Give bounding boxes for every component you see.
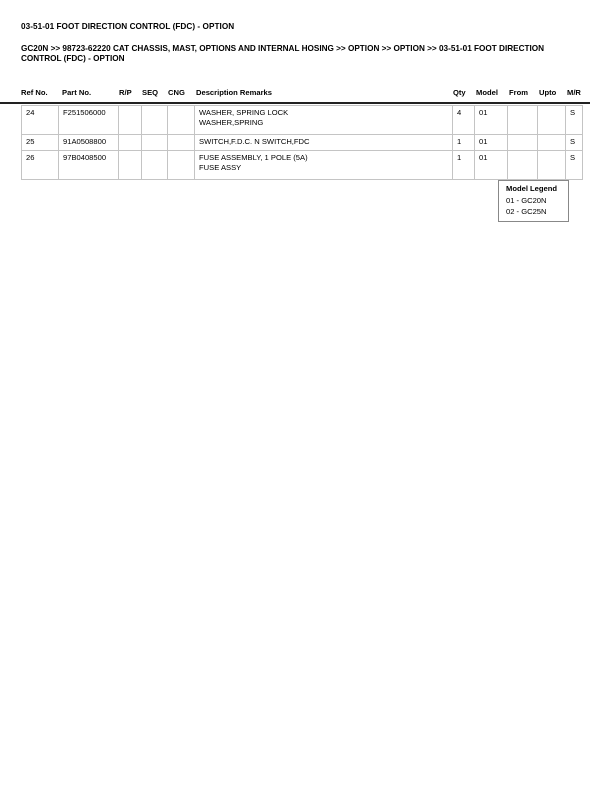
- description-cell: [195, 151, 453, 180]
- remark: WASHER,SPRING: [199, 118, 264, 127]
- header-qty: Qty: [453, 88, 466, 97]
- qty: 1: [453, 151, 475, 180]
- header-part-no: Part No.: [62, 88, 92, 97]
- mr: S: [566, 135, 583, 151]
- ref-no: 25: [22, 135, 59, 151]
- ref-no: 24: [22, 106, 59, 135]
- seq: [142, 151, 168, 180]
- header-seq: SEQ: [142, 88, 159, 97]
- qty: 1: [453, 135, 475, 151]
- header-upto: Upto: [539, 88, 557, 97]
- description-cell: [195, 106, 453, 135]
- page-title: 03-51-01 FOOT DIRECTION CONTROL (FDC) - OPTION: [21, 22, 235, 31]
- seq: [142, 135, 168, 151]
- ref-no: 26: [22, 151, 59, 180]
- qty: 4: [453, 106, 475, 135]
- description: FUSE ASSEMBLY, 1 POLE (5A): [199, 153, 308, 162]
- model-legend: [498, 180, 569, 222]
- legend-title: Model Legend: [506, 184, 558, 193]
- description-cell: [195, 135, 453, 151]
- mr: S: [566, 106, 583, 135]
- cng: [168, 135, 195, 151]
- seq: [142, 106, 168, 135]
- legend-item: 01 - GC20N: [506, 196, 547, 205]
- description: WASHER, SPRING LOCK: [199, 108, 289, 117]
- part-no: F251506000: [59, 106, 119, 135]
- part-no: 97B0408500: [59, 151, 119, 180]
- table-row[interactable]: [22, 151, 583, 180]
- breadcrumb: GC20N >> 98723-62220 CAT CHASSIS, MAST, OPTIONS AND INTERNAL HOSING >> OPTION >> OPTION >> 03-51-01 FOOT DIRECTION CONTROL (FDC) - OPTION: [21, 44, 545, 63]
- model: 01: [475, 106, 508, 135]
- header-mr: M/R: [567, 88, 581, 97]
- upto: [538, 106, 566, 135]
- model: 01: [475, 151, 508, 180]
- parts-table: [21, 105, 583, 180]
- from: [508, 106, 538, 135]
- from: [508, 151, 538, 180]
- upto: [538, 151, 566, 180]
- rp: [119, 135, 142, 151]
- table-header: [0, 88, 612, 102]
- header-model: Model: [476, 88, 498, 97]
- from: [508, 135, 538, 151]
- description: SWITCH,F.D.C. N SWITCH,FDC: [199, 137, 310, 146]
- upto: [538, 135, 566, 151]
- mr: S: [566, 151, 583, 180]
- table-row[interactable]: [22, 135, 583, 151]
- part-no: 91A0508800: [59, 135, 119, 151]
- header-ref-no: Ref No.: [21, 88, 48, 97]
- table-row[interactable]: [22, 106, 583, 135]
- cng: [168, 151, 195, 180]
- remark: FUSE ASSY: [199, 163, 242, 172]
- model: 01: [475, 135, 508, 151]
- legend-item: 02 - GC25N: [506, 207, 547, 216]
- cng: [168, 106, 195, 135]
- header-cng: CNG: [168, 88, 185, 97]
- header-from: From: [509, 88, 528, 97]
- header-divider: [0, 102, 590, 104]
- header-description: Description Remarks: [196, 88, 272, 97]
- rp: [119, 151, 142, 180]
- rp: [119, 106, 142, 135]
- header-rp: R/P: [119, 88, 132, 97]
